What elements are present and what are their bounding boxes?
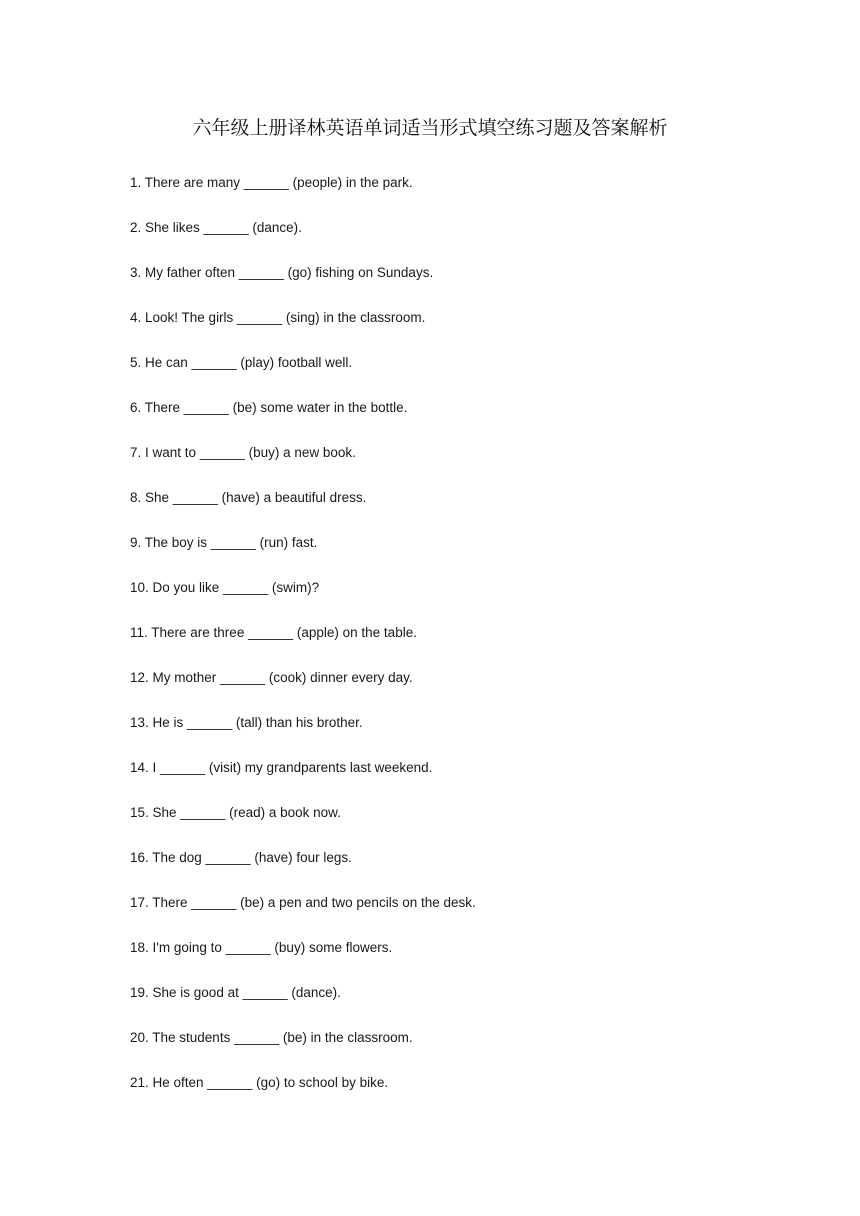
question-item: 2. She likes ______ (dance). [130,220,302,235]
question-item: 9. The boy is ______ (run) fast. [130,535,318,550]
question-item: 18. I'm going to ______ (buy) some flowers. [130,940,393,955]
question-item: 8. She ______ (have) a beautiful dress. [130,490,367,505]
question-item: 14. I ______ (visit) my grandparents last weekend. [130,760,433,775]
question-item: 16. The dog ______ (have) four legs. [130,850,352,865]
question-item: 4. Look! The girls ______ (sing) in the classroom. [130,310,426,325]
question-item: 5. He can ______ (play) football well. [130,355,353,370]
question-item: 12. My mother ______ (cook) dinner every day. [130,670,413,685]
question-item: 3. My father often ______ (go) fishing on Sundays. [130,265,434,280]
question-item: 1. There are many ______ (people) in the park. [130,175,413,190]
question-item: 21. He often ______ (go) to school by bike. [130,1075,389,1090]
question-item: 17. There ______ (be) a pen and two pencils on the desk. [130,895,476,910]
page-title: 六年级上册译林英语单词适当形式填空练习题及答案解析 [192,117,668,139]
question-list [130,173,770,1118]
question-item: 13. He is ______ (tall) than his brother. [130,715,363,730]
question-item: 10. Do you like ______ (swim)? [130,580,320,595]
question-item: 15. She ______ (read) a book now. [130,805,341,820]
question-item: 11. There are three ______ (apple) on the table. [130,625,417,640]
question-item: 6. There ______ (be) some water in the bottle. [130,400,408,415]
question-item: 20. The students ______ (be) in the classroom. [130,1030,413,1045]
question-item: 7. I want to ______ (buy) a new book. [130,445,356,460]
question-item: 19. She is good at ______ (dance). [130,985,341,1000]
